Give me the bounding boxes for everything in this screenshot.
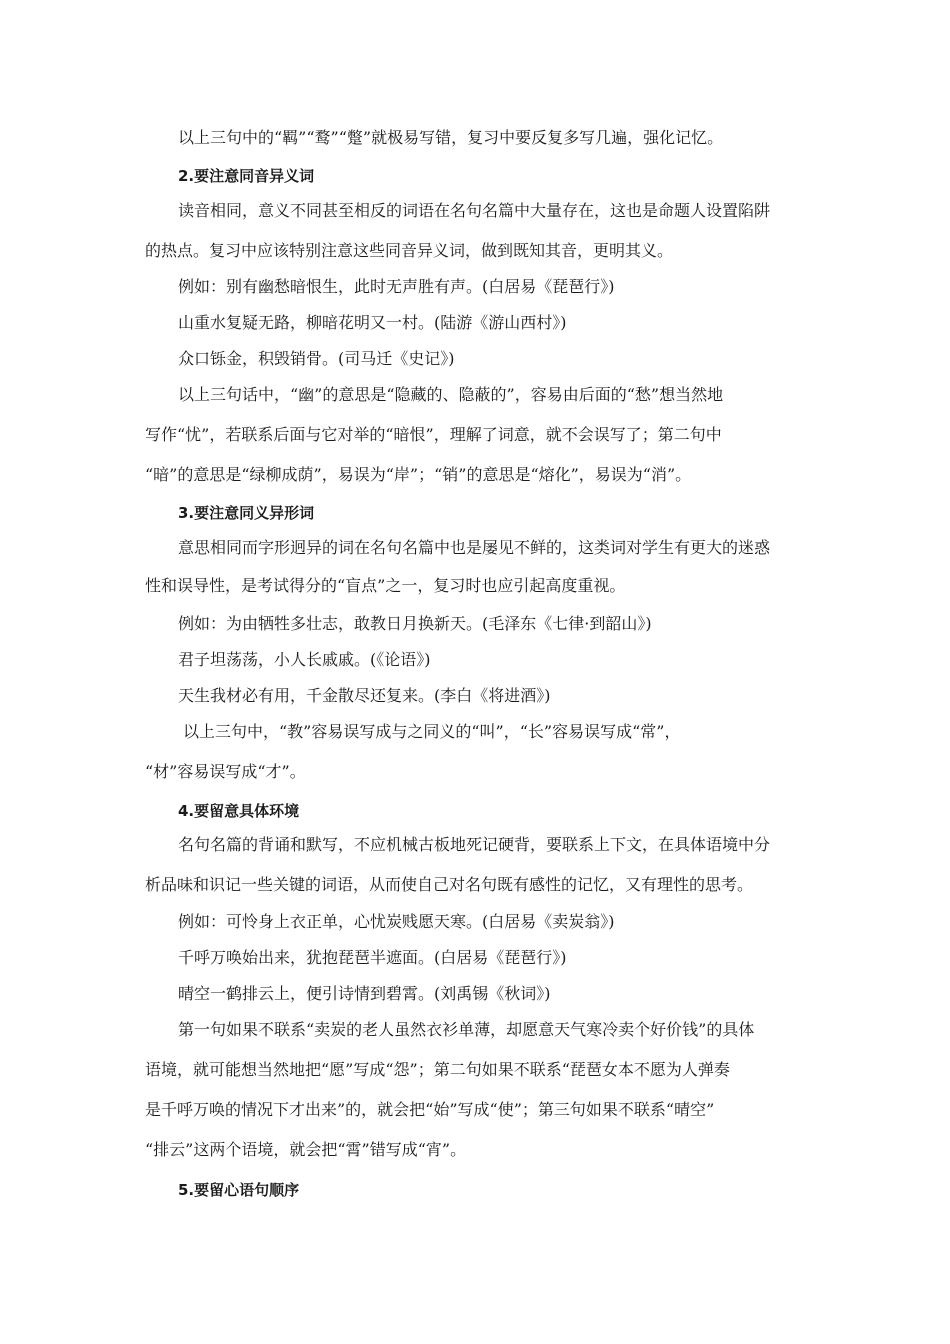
example-line: 例如：为由牺牲多壮志，敢教日月换新天。(毛泽东《七律·到韶山》): [178, 614, 652, 633]
example-line: 众口铄金，积毁销骨。(司马迁《史记》): [178, 349, 455, 368]
example-line: 例如：别有幽愁暗恨生，此时无声胜有声。(白居易《琵琶行》): [178, 277, 615, 296]
paragraph-line: 以上三句中的“羁”“鹜”“蹩”就极易写错，复习中要反复多写几遍，强化记忆。: [178, 128, 724, 147]
example-line: 山重水复疑无路，柳暗花明又一村。(陆游《游山西村》): [178, 313, 567, 332]
paragraph-line: 意思相同而字形迥异的词在名句名篇中也是屡见不鲜的，这类词对学生有更大的迷惑: [178, 538, 771, 557]
section-heading: 2.要注意同音异义词: [178, 167, 315, 185]
paragraph-line: 语境，就可能想当然地把“愿”写成“怨”；第二句如果不联系“琵琶女本不愿为人弹奏: [145, 1060, 730, 1079]
paragraph-line: “排云”这两个语境，就会把“霄”错写成“宵”。: [145, 1140, 467, 1159]
paragraph-line: 写作“忧”，若联系后面与它对举的“暗恨”，理解了词意，就不会误写了；第二句中: [145, 425, 722, 444]
paragraph-line: 以上三句话中，“幽”的意思是“隐藏的、隐蔽的”，容易由后面的“愁”想当然地: [178, 385, 724, 404]
section-heading: 5.要留心语句顺序: [178, 1181, 300, 1199]
example-line: 天生我材必有用，千金散尽还复来。(李白《将进酒》): [178, 686, 551, 705]
paragraph-line: 的热点。复习中应该特别注意这些同音异义词，做到既知其音，更明其义。: [145, 241, 674, 260]
paragraph-line: 名句名篇的背诵和默写，不应机械古板地死记硬背，要联系上下文，在具体语境中分: [178, 835, 771, 854]
paragraph-line: 析品味和识记一些关键的词语，从而使自己对名句既有感性的记忆，又有理性的思考。: [145, 875, 754, 894]
paragraph-line: 读音相同，意义不同甚至相反的词语在名句名篇中大量存在，这也是命题人设置陷阱: [178, 201, 771, 220]
section-heading: 3.要注意同义异形词: [178, 504, 315, 522]
paragraph-line: “材”容易误写成“才”。: [145, 762, 306, 781]
paragraph-line: 是千呼万唤的情况下才出来”的，就会把“始”写成“使”；第三句如果不联系“晴空”: [145, 1100, 715, 1119]
example-line: 千呼万唤始出来，犹抱琵琶半遮面。(白居易《琵琶行》): [178, 948, 567, 967]
example-line: 晴空一鹤排云上，便引诗情到碧霄。(刘禹锡《秋词》): [178, 984, 551, 1003]
section-heading: 4.要留意具体环境: [178, 802, 300, 820]
paragraph-line: 以上三句中，“教”容易误写成与之同义的“叫”，“长”容易误写成“常”，: [183, 722, 681, 741]
paragraph-line: “暗”的意思是“绿柳成荫”，易误为“岸”；“销”的意思是“熔化”，易误为“消”。: [145, 465, 692, 484]
paragraph-line: 第一句如果不联系“卖炭的老人虽然衣衫单薄，却愿意天气寒冷卖个好价钱”的具体: [178, 1020, 755, 1039]
example-line: 君子坦荡荡，小人长戚戚。(《论语》): [178, 650, 431, 669]
example-line: 例如：可怜身上衣正单，心忧炭贱愿天寒。(白居易《卖炭翁》): [178, 912, 615, 931]
paragraph-line: 性和误导性，是考试得分的“盲点”之一，复习时也应引起高度重视。: [145, 576, 626, 595]
